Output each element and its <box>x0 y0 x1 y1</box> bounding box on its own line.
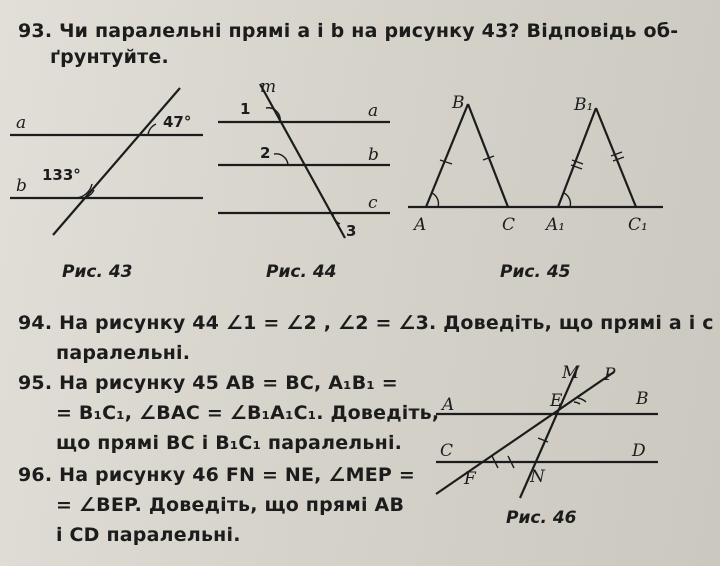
problem-text: Чи паралельні прямі a і b на рисунку 43? Відповідь об- <box>59 20 679 42</box>
label-c: c <box>368 193 378 213</box>
angle-1: 1 <box>240 100 251 118</box>
caption-fig45: Рис. 45 <box>500 262 571 282</box>
label-C: C <box>440 441 454 461</box>
line-MN <box>520 366 578 498</box>
problem-94-cont: паралельні. <box>56 342 191 364</box>
caption-fig44: Рис. 44 <box>266 262 337 282</box>
problem-93-cont: ґрунтуйте. <box>50 46 169 68</box>
problem-96 <box>18 464 415 486</box>
label-F: F <box>464 469 476 489</box>
label-C: C <box>502 215 516 235</box>
label-m: m <box>260 77 277 97</box>
line-FP <box>436 372 614 494</box>
figure-43 <box>8 80 208 270</box>
label-M: M <box>562 363 580 383</box>
segment-AB <box>426 104 468 207</box>
angle-2: 2 <box>260 144 271 162</box>
angle-47: 47° <box>163 113 192 131</box>
problem-94 <box>18 312 714 334</box>
label-A1: A₁ <box>546 215 566 235</box>
segment-BC <box>468 104 508 207</box>
label-E: E <box>550 391 563 411</box>
problem-96-cont2: і CD паралельні. <box>56 524 241 546</box>
angle-133: 133° <box>42 166 81 184</box>
label-B1: B₁ <box>574 95 594 115</box>
problem-number: 95. <box>18 372 53 394</box>
transversal <box>53 88 180 235</box>
problem-text: На рисунку 46 FN = NE, ∠MEP = <box>59 464 415 486</box>
problem-95-cont1: = B₁C₁, ∠BAC = ∠B₁A₁C₁. Доведіть, <box>56 402 440 424</box>
segment-A1B1 <box>558 108 596 207</box>
angle-3: 3 <box>346 222 357 240</box>
label-N: N <box>530 467 545 487</box>
label-B: B <box>636 389 649 409</box>
label-a: a <box>368 101 379 121</box>
label-D: D <box>632 441 646 461</box>
problem-96-cont1: = ∠BEP. Доведіть, що прямі AB <box>56 494 405 516</box>
line-m <box>260 84 345 238</box>
problem-number: 96. <box>18 464 53 486</box>
label-A: A <box>414 215 427 235</box>
label-b: b <box>368 145 379 165</box>
problem-text: На рисунку 45 AB = BC, A₁B₁ = <box>59 372 398 394</box>
label-b: b <box>16 176 27 196</box>
problem-93 <box>18 20 678 42</box>
caption-fig43: Рис. 43 <box>62 262 133 282</box>
label-A: A <box>442 395 455 415</box>
figure-45 <box>408 90 668 240</box>
caption-fig46: Рис. 46 <box>506 508 577 528</box>
segment-B1C1 <box>596 108 636 207</box>
problem-number: 94. <box>18 312 53 334</box>
label-C1: C₁ <box>628 215 648 235</box>
problem-95-cont2: що прямі BC і B₁C₁ паралельні. <box>56 432 403 454</box>
problem-95 <box>18 372 398 394</box>
figure-46 <box>428 362 668 502</box>
figure-44 <box>210 78 400 248</box>
problem-number: 93. <box>18 20 53 42</box>
label-a: a <box>16 113 27 133</box>
angle-arc-47 <box>148 124 156 135</box>
problem-text: На рисунку 44 ∠1 = ∠2 , ∠2 = ∠3. Доведіть, що прямі a і c <box>59 312 714 334</box>
label-P: P <box>604 365 616 385</box>
label-B: B <box>452 93 465 113</box>
